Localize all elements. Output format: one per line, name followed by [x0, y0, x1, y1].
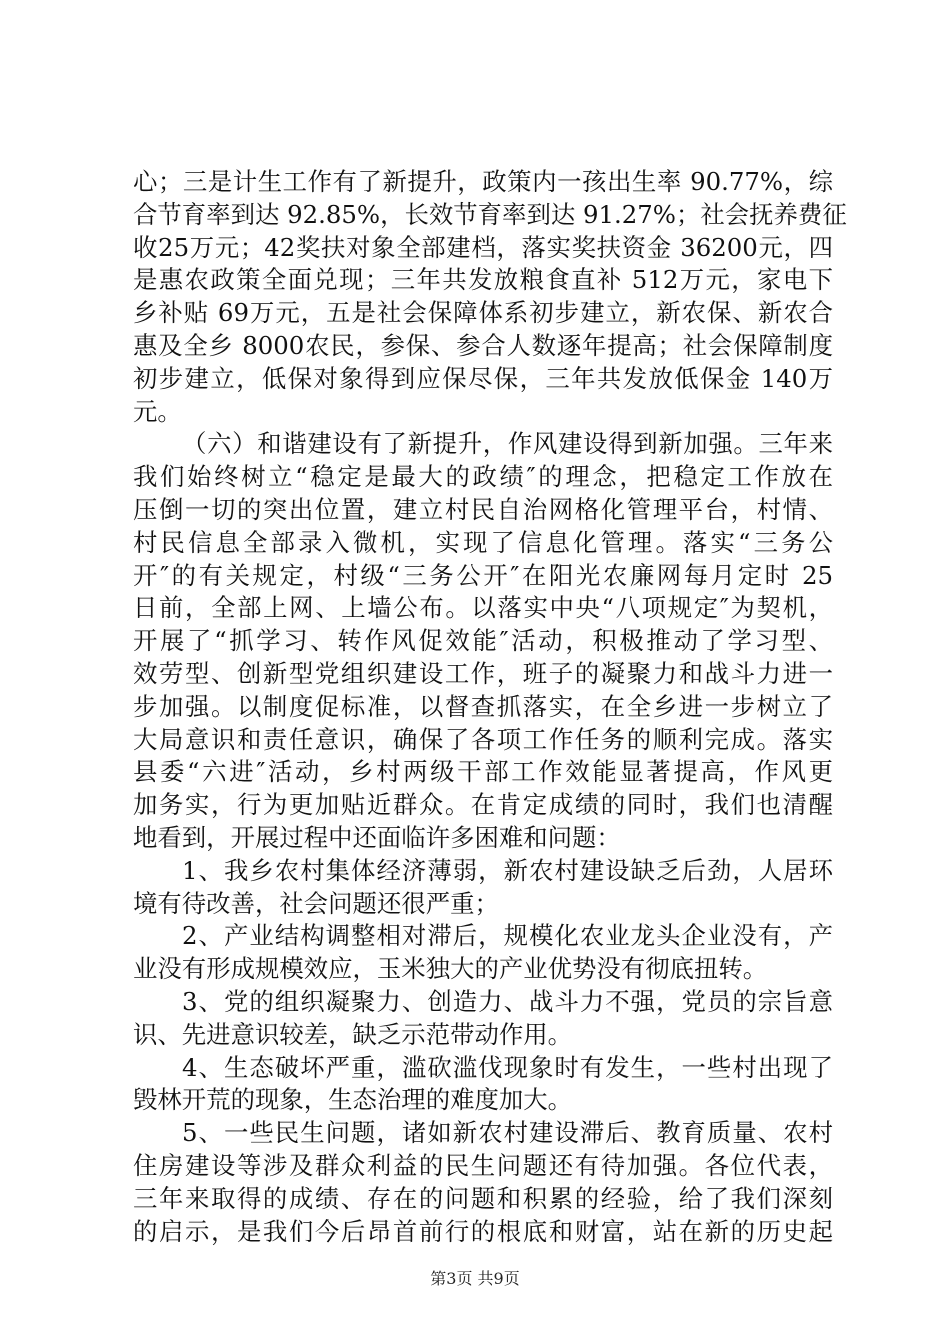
text-line: 合节育率到达 92.85%，长效节育率到达 91.27%；社会抚养费征 — [133, 199, 847, 229]
text-line: 初步建立，低保对象得到应保尽保，三年共发放低保金 140万 — [133, 363, 833, 393]
text-line: 开展了“抓学习、转作风促效能″活动，积极推动了学习型、 — [133, 626, 833, 656]
text-line: 三年来取得的成绩、存在的问题和积累的经验，给了我们深刻 — [133, 1183, 833, 1213]
text-line: 加务实，行为更加贴近群众。在肯定成绩的同时，我们也清醒 — [133, 790, 833, 820]
page-number-footer: 第3页 共9页 — [430, 1269, 520, 1288]
list-item-line: 4、生态破坏严重，滥砍滥伐现象时有发生，一些村出现了 — [182, 1052, 833, 1082]
text-line: 日前，全部上网、上墙公布。以落实中央“八项规定″为契机， — [133, 593, 833, 623]
text-line: 毁林开荒的现象，生态治理的难度加大。 — [133, 1085, 573, 1115]
text-line: 惠及全乡 8000农民，参保、参合人数逐年提高；社会保障制度 — [133, 330, 833, 360]
text-line: 乡补贴 69万元，五是社会保障体系初步建立，新农保、新农合 — [133, 298, 833, 328]
text-line: 心；三是计生工作有了新提升，政策内一孩出生率 90.77%，综 — [133, 167, 833, 196]
list-item-line: 2、产业结构调整相对滞后，规模化农业龙头企业没有，产 — [182, 921, 833, 951]
text-line: 效劳型、创新型党组织建设工作，班子的凝聚力和战斗力进一 — [133, 658, 833, 688]
text-line: 开″的有关规定，村级“三务公开″在阳光农廉网每月定时 25 — [133, 560, 833, 590]
text-line: 大局意识和责任意识，确保了各项工作任务的顺利完成。落实 — [133, 724, 833, 754]
text-line: 境有待改善，社会问题还很严重； — [133, 888, 499, 918]
text-line: 业没有形成规模效应，玉米独大的产业优势没有彻底扭转。 — [133, 954, 768, 984]
text-line: 地看到，开展过程中还面临许多困难和问题： — [133, 822, 621, 852]
text-line: 元。 — [133, 396, 182, 426]
document-body — [133, 166, 847, 1248]
list-item-line: 1、我乡农村集体经济薄弱，新农村建设缺乏后劲，人居环 — [182, 855, 833, 885]
paragraph-start-line: （六）和谐建设有了新提升，作风建设得到新加强。三年来 — [182, 429, 833, 459]
text-line: 压倒一切的突出位置，建立村民自治网格化管理平台，村情、 — [133, 494, 833, 524]
list-item-line: 5、一些民生问题，诸如新农村建设滞后、教育质量、农村 — [182, 1118, 833, 1148]
text-line: 村民信息全部录入微机，实现了信息化管理。落实“三务公 — [133, 527, 833, 557]
text-line: 的启示，是我们今后昂首前行的根底和财富，站在新的历史起 — [133, 1216, 833, 1246]
text-line: 识、先进意识较差，缺乏示范带动作用。 — [133, 1019, 573, 1049]
text-line: 步加强。以制度促标准，以督查抓落实，在全乡进一步树立了 — [133, 691, 833, 721]
list-item-line: 3、党的组织凝聚力、创造力、战斗力不强，党员的宗旨意 — [182, 986, 833, 1016]
text-line: 住房建设等涉及群众利益的民生问题还有待加强。各位代表， — [133, 1150, 833, 1180]
text-line: 县委“六进″活动，乡村两级干部工作效能显著提高，作风更 — [133, 757, 833, 787]
text-line: 是惠农政策全面兑现；三年共发放粮食直补 512万元，家电下 — [133, 265, 833, 295]
text-line: 我们始终树立“稳定是最大的政绩″的理念，把稳定工作放在 — [133, 462, 833, 492]
text-line: 收25万元；42奖扶对象全部建档，落实奖扶资金 36200元，四 — [133, 232, 833, 262]
